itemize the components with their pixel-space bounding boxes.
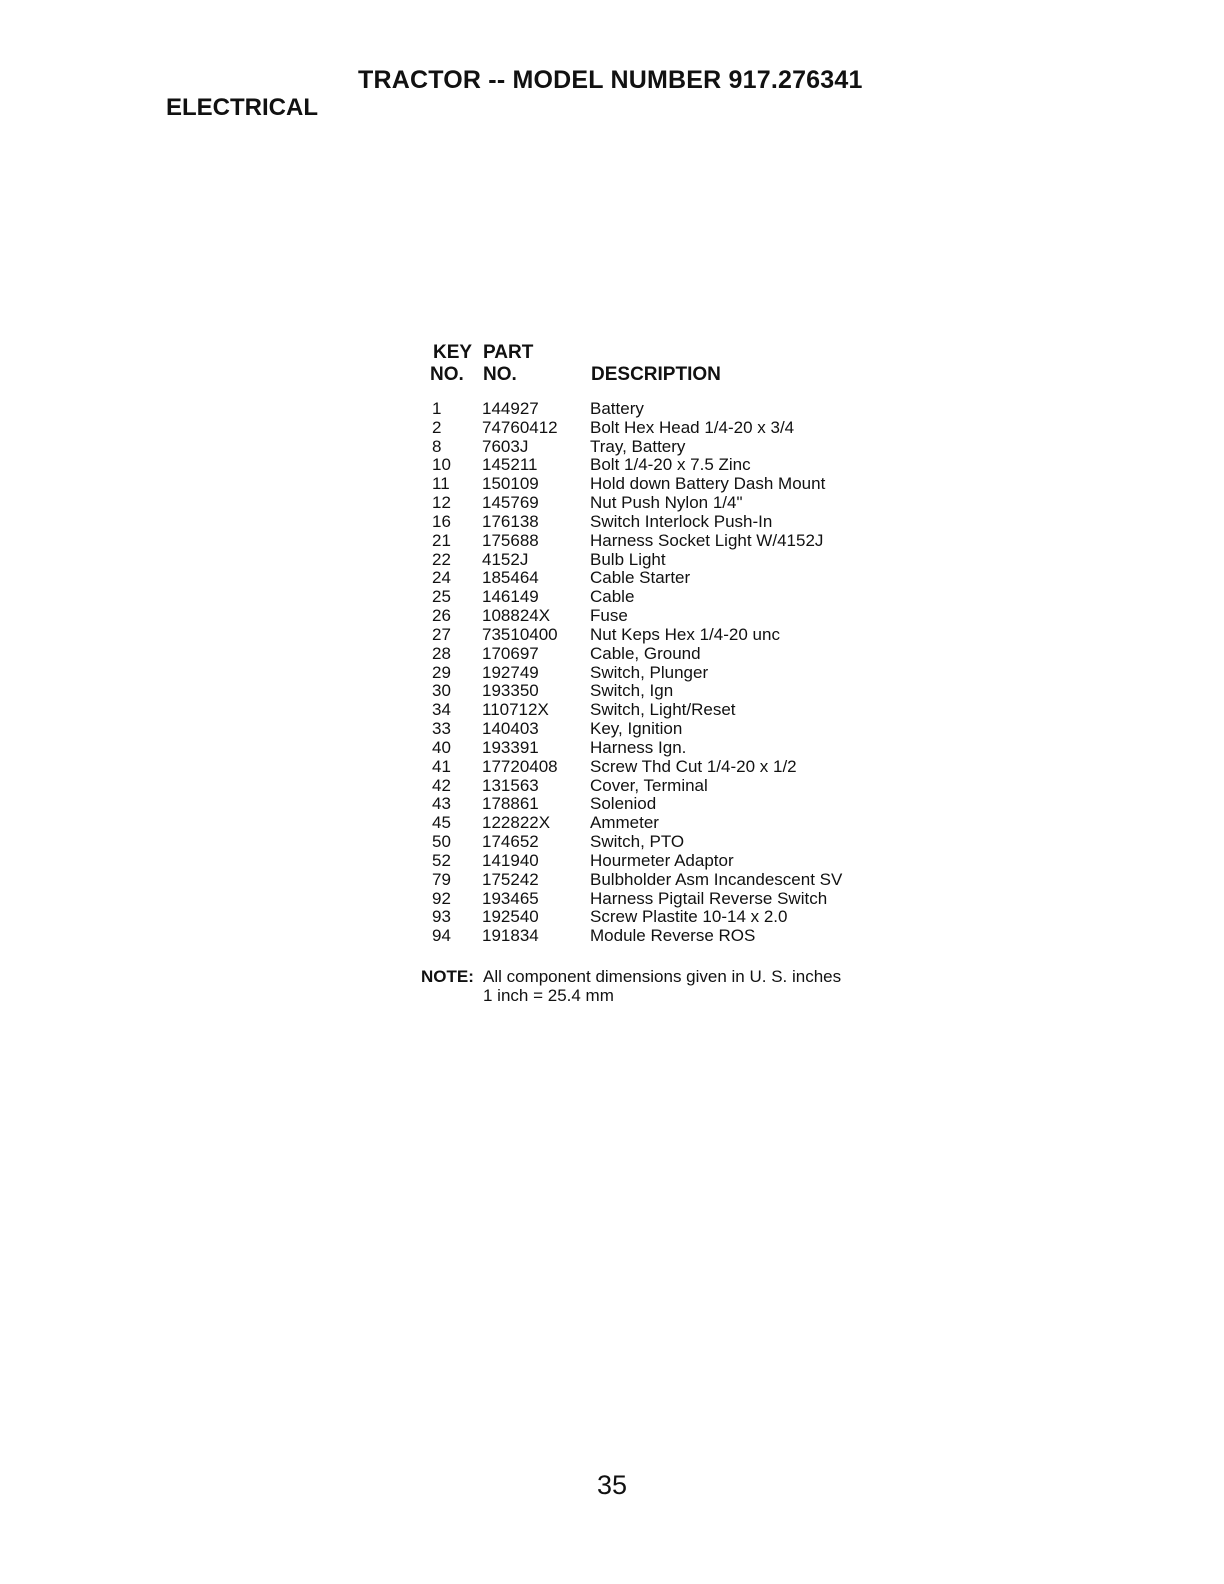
key-cell: 94	[432, 926, 451, 946]
key-cell: 41	[432, 756, 451, 776]
table-row	[430, 400, 890, 419]
table-row	[430, 475, 890, 494]
part-number-cell: 73510400	[482, 624, 558, 644]
table-row	[430, 739, 890, 758]
key-cell: 50	[432, 832, 451, 852]
part-number-cell: 193391	[482, 737, 539, 757]
description-cell: Cable	[590, 587, 635, 607]
key-cell: 21	[432, 530, 451, 550]
table-header	[430, 342, 890, 400]
page-number: 35	[596, 1470, 628, 1500]
description-cell: Cable, Ground	[590, 643, 701, 663]
description-cell: Bolt Hex Head 1/4-20 x 3/4	[590, 417, 795, 437]
key-cell: 34	[432, 700, 451, 720]
table-row	[430, 664, 890, 683]
key-cell: 79	[432, 869, 451, 889]
description-cell: Cable Starter	[590, 568, 691, 588]
description-cell: Screw Plastite 10-14 x 2.0	[590, 907, 788, 927]
key-cell: 52	[432, 850, 451, 870]
key-cell: 11	[432, 474, 450, 494]
part-number-cell: 74760412	[482, 417, 558, 437]
table-row	[430, 814, 890, 833]
table-row	[430, 438, 890, 457]
table-row	[430, 569, 890, 588]
description-cell: Switch, Ign	[590, 681, 674, 701]
part-number-cell: 174652	[482, 832, 539, 852]
table-row	[430, 795, 890, 814]
key-cell: 92	[432, 888, 451, 908]
key-cell: 24	[432, 568, 451, 588]
key-cell: 22	[432, 549, 451, 569]
table-row	[430, 551, 890, 570]
description-cell: Switch, PTO	[590, 832, 685, 852]
key-cell: 42	[432, 775, 451, 795]
section-title: ELECTRICAL	[166, 94, 318, 121]
parts-rows	[430, 400, 890, 946]
description-cell: Screw Thd Cut 1/4-20 x 1/2	[590, 756, 797, 776]
table-row	[430, 701, 890, 720]
column-header-description: DESCRIPTION	[591, 364, 721, 385]
table-row	[430, 532, 890, 551]
table-row	[430, 645, 890, 664]
part-number-cell: 192749	[482, 662, 539, 682]
description-cell: Battery	[590, 399, 644, 418]
column-header-key-line2: NO.	[430, 364, 464, 385]
key-cell: 2	[432, 417, 442, 437]
table-row	[430, 419, 890, 438]
key-cell: 33	[432, 719, 451, 739]
page-title: TRACTOR -- MODEL NUMBER 917.276341	[358, 66, 863, 94]
key-cell: 43	[432, 794, 451, 814]
key-cell: 27	[432, 624, 451, 644]
part-number-cell: 175688	[482, 530, 539, 550]
part-number-cell: 176138	[482, 511, 539, 531]
part-number-cell: 122822X	[482, 813, 551, 833]
description-cell: Harness Pigtail Reverse Switch	[590, 888, 828, 908]
part-number-cell: 140403	[482, 719, 539, 739]
part-number-cell: 193350	[482, 681, 539, 701]
part-number-cell: 146149	[482, 587, 539, 607]
part-number-cell: 17720408	[482, 756, 558, 776]
table-row	[430, 833, 890, 852]
table-row	[430, 456, 890, 475]
part-number-cell: 110712X	[482, 700, 549, 720]
parts-table	[430, 342, 890, 946]
part-number-cell: 145769	[482, 493, 539, 513]
table-row	[430, 777, 890, 796]
part-number-cell: 178861	[482, 794, 539, 814]
part-number-cell: 141940	[482, 850, 539, 870]
key-cell: 25	[432, 587, 451, 607]
description-cell: Harness Ign.	[590, 737, 687, 757]
key-cell: 28	[432, 643, 451, 663]
table-row	[430, 890, 890, 909]
column-header-part-line2: NO.	[483, 364, 517, 385]
table-row	[430, 626, 890, 645]
part-number-cell: 192540	[482, 907, 539, 927]
part-number-cell: 7603J	[482, 436, 529, 456]
key-cell: 26	[432, 606, 451, 626]
part-number-cell: 185464	[482, 568, 539, 588]
key-cell: 12	[432, 493, 451, 513]
description-cell: Hourmeter Adaptor	[590, 850, 734, 870]
description-cell: Nut Push Nylon 1/4"	[590, 493, 743, 513]
description-cell: Ammeter	[590, 813, 659, 833]
key-cell: 40	[432, 737, 451, 757]
table-row	[430, 682, 890, 701]
description-cell: Switch Interlock Push-In	[590, 511, 773, 531]
table-row	[430, 871, 890, 890]
key-cell: 45	[432, 813, 451, 833]
description-cell: Bulb Light	[590, 549, 666, 569]
key-cell: 30	[432, 681, 451, 701]
table-row	[430, 720, 890, 739]
table-row	[430, 852, 890, 871]
table-row	[430, 758, 890, 777]
table-row	[430, 927, 890, 946]
column-header-key-line1: KEY	[433, 342, 473, 363]
description-cell: Nut Keps Hex 1/4-20 unc	[590, 624, 780, 644]
description-cell: Key, Ignition	[590, 719, 683, 739]
part-number-cell: 150109	[482, 474, 539, 494]
key-cell: 29	[432, 662, 451, 682]
description-cell: Hold down Battery Dash Mount	[590, 474, 826, 494]
description-cell: Fuse	[590, 606, 628, 626]
description-cell: Bolt 1/4-20 x 7.5 Zinc	[590, 455, 751, 475]
description-cell: Bulbholder Asm Incandescent SV	[590, 869, 843, 889]
part-number-cell: 144927	[482, 399, 539, 418]
table-row	[430, 607, 890, 626]
description-cell: Switch, Light/Reset	[590, 700, 736, 720]
description-cell: Switch, Plunger	[590, 662, 709, 682]
description-cell: Module Reverse ROS	[590, 926, 756, 946]
key-cell: 16	[432, 511, 451, 531]
part-number-cell: 108824X	[482, 606, 551, 626]
table-row	[430, 908, 890, 927]
part-number-cell: 193465	[482, 888, 539, 908]
table-row	[430, 513, 890, 532]
part-number-cell: 145211	[482, 455, 538, 475]
part-number-cell: 175242	[482, 869, 539, 889]
part-number-cell: 191834	[482, 926, 539, 946]
key-cell: 10	[432, 455, 451, 475]
description-cell: Soleniod	[590, 794, 657, 814]
key-cell: 93	[432, 907, 451, 927]
part-number-cell: 131563	[482, 775, 539, 795]
part-number-cell: 4152J	[482, 549, 529, 569]
column-header-part-line1: PART	[483, 342, 534, 363]
description-cell: Cover, Terminal	[590, 775, 708, 795]
key-cell: 1	[432, 399, 442, 418]
description-cell: Tray, Battery	[590, 436, 686, 456]
table-row	[430, 494, 890, 513]
description-cell: Harness Socket Light W/4152J	[590, 530, 824, 550]
table-row	[430, 588, 890, 607]
note-label: NOTE:	[421, 967, 474, 986]
note-text: All component dimensions given in U. S. inches 1 inch = 25.4 mm	[483, 967, 842, 1005]
key-cell: 8	[432, 436, 442, 456]
part-number-cell: 170697	[482, 643, 539, 663]
